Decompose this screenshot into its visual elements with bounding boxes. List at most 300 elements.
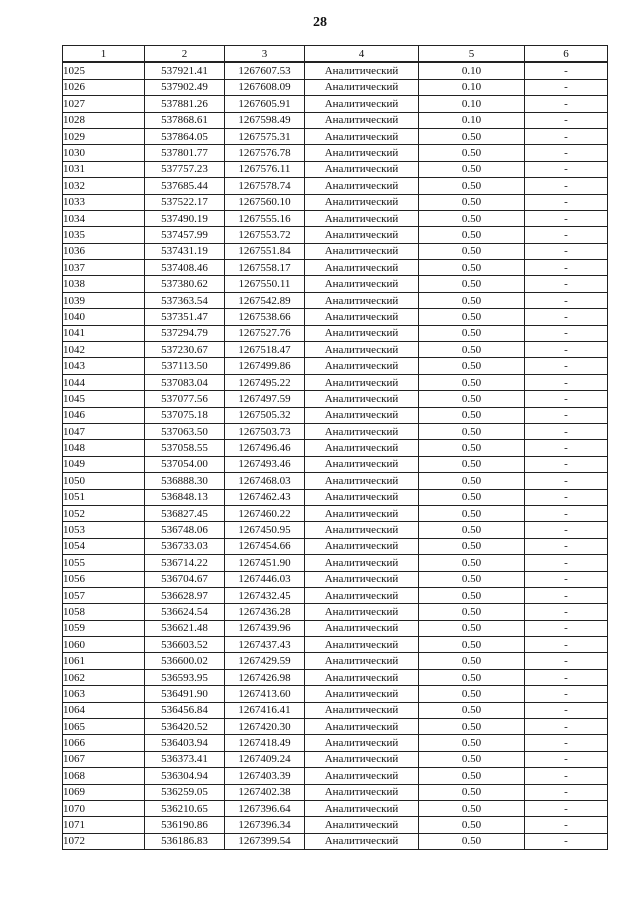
cell-x-coordinate: 536600.02 (145, 653, 225, 669)
cell-error: 0.50 (419, 358, 525, 374)
cell-method: Аналитический (305, 292, 419, 308)
cell-error: 0.50 (419, 292, 525, 308)
cell-point-number: 1031 (63, 161, 145, 177)
cell-error: 0.50 (419, 833, 525, 849)
cell-notes: - (525, 473, 608, 489)
cell-notes: - (525, 456, 608, 472)
cell-y-coordinate: 1267550.11 (225, 276, 305, 292)
cell-error: 0.50 (419, 243, 525, 259)
cell-point-number: 1063 (63, 686, 145, 702)
table-body (63, 62, 608, 849)
cell-point-number: 1026 (63, 79, 145, 95)
cell-method: Аналитический (305, 210, 419, 226)
cell-point-number: 1050 (63, 473, 145, 489)
cell-notes: - (525, 243, 608, 259)
coordinates-table (62, 45, 608, 850)
cell-error: 0.50 (419, 440, 525, 456)
table-row (63, 227, 608, 243)
cell-y-coordinate: 1267399.54 (225, 833, 305, 849)
cell-method: Аналитический (305, 669, 419, 685)
cell-point-number: 1048 (63, 440, 145, 456)
cell-x-coordinate: 537801.77 (145, 145, 225, 161)
cell-x-coordinate: 537075.18 (145, 407, 225, 423)
cell-x-coordinate: 537921.41 (145, 62, 225, 79)
cell-x-coordinate: 536888.30 (145, 473, 225, 489)
cell-method: Аналитический (305, 751, 419, 767)
cell-notes: - (525, 276, 608, 292)
cell-notes: - (525, 342, 608, 358)
cell-y-coordinate: 1267608.09 (225, 79, 305, 95)
cell-x-coordinate: 536714.22 (145, 555, 225, 571)
cell-method: Аналитический (305, 391, 419, 407)
cell-error: 0.50 (419, 538, 525, 554)
cell-notes: - (525, 79, 608, 95)
cell-y-coordinate: 1267499.86 (225, 358, 305, 374)
cell-notes: - (525, 522, 608, 538)
cell-method: Аналитический (305, 587, 419, 603)
cell-y-coordinate: 1267555.16 (225, 210, 305, 226)
cell-error: 0.50 (419, 342, 525, 358)
cell-notes: - (525, 423, 608, 439)
cell-notes: - (525, 391, 608, 407)
cell-method: Аналитический (305, 407, 419, 423)
cell-notes: - (525, 194, 608, 210)
cell-x-coordinate: 537083.04 (145, 374, 225, 390)
table-row (63, 669, 608, 685)
table-row (63, 309, 608, 325)
table-row (63, 210, 608, 226)
table-row (63, 719, 608, 735)
cell-error: 0.50 (419, 227, 525, 243)
cell-y-coordinate: 1267527.76 (225, 325, 305, 341)
cell-error: 0.10 (419, 96, 525, 112)
cell-x-coordinate: 536456.84 (145, 702, 225, 718)
cell-notes: - (525, 719, 608, 735)
cell-x-coordinate: 537077.56 (145, 391, 225, 407)
cell-point-number: 1060 (63, 637, 145, 653)
cell-error: 0.50 (419, 194, 525, 210)
cell-error: 0.50 (419, 128, 525, 144)
cell-error: 0.10 (419, 112, 525, 128)
cell-y-coordinate: 1267518.47 (225, 342, 305, 358)
cell-method: Аналитический (305, 522, 419, 538)
cell-y-coordinate: 1267575.31 (225, 128, 305, 144)
table-row (63, 784, 608, 800)
table-row (63, 243, 608, 259)
cell-x-coordinate: 537881.26 (145, 96, 225, 112)
column-header-y: 3 (225, 46, 305, 63)
cell-y-coordinate: 1267505.32 (225, 407, 305, 423)
cell-method: Аналитический (305, 620, 419, 636)
cell-y-coordinate: 1267396.64 (225, 800, 305, 816)
cell-y-coordinate: 1267446.03 (225, 571, 305, 587)
cell-point-number: 1052 (63, 505, 145, 521)
cell-error: 0.50 (419, 145, 525, 161)
cell-point-number: 1032 (63, 178, 145, 194)
cell-y-coordinate: 1267551.84 (225, 243, 305, 259)
cell-point-number: 1049 (63, 456, 145, 472)
cell-x-coordinate: 537363.54 (145, 292, 225, 308)
cell-notes: - (525, 735, 608, 751)
cell-notes: - (525, 620, 608, 636)
cell-error: 0.50 (419, 637, 525, 653)
cell-point-number: 1036 (63, 243, 145, 259)
cell-method: Аналитический (305, 194, 419, 210)
cell-error: 0.50 (419, 669, 525, 685)
cell-notes: - (525, 178, 608, 194)
table-row (63, 96, 608, 112)
cell-x-coordinate: 537058.55 (145, 440, 225, 456)
cell-notes: - (525, 374, 608, 390)
cell-error: 0.50 (419, 653, 525, 669)
cell-y-coordinate: 1267436.28 (225, 604, 305, 620)
cell-notes: - (525, 768, 608, 784)
cell-y-coordinate: 1267495.22 (225, 374, 305, 390)
cell-error: 0.50 (419, 276, 525, 292)
table-row (63, 620, 608, 636)
cell-method: Аналитический (305, 423, 419, 439)
table-row (63, 62, 608, 79)
cell-point-number: 1061 (63, 653, 145, 669)
table-row (63, 735, 608, 751)
cell-method: Аналитический (305, 161, 419, 177)
cell-notes: - (525, 210, 608, 226)
cell-y-coordinate: 1267493.46 (225, 456, 305, 472)
cell-point-number: 1028 (63, 112, 145, 128)
table-row (63, 751, 608, 767)
cell-point-number: 1056 (63, 571, 145, 587)
cell-y-coordinate: 1267409.24 (225, 751, 305, 767)
cell-error: 0.50 (419, 456, 525, 472)
cell-notes: - (525, 407, 608, 423)
cell-point-number: 1041 (63, 325, 145, 341)
table-row (63, 800, 608, 816)
column-header-error: 5 (419, 46, 525, 63)
cell-y-coordinate: 1267413.60 (225, 686, 305, 702)
cell-y-coordinate: 1267468.03 (225, 473, 305, 489)
cell-point-number: 1030 (63, 145, 145, 161)
cell-error: 0.10 (419, 62, 525, 79)
cell-notes: - (525, 571, 608, 587)
cell-notes: - (525, 325, 608, 341)
cell-error: 0.50 (419, 325, 525, 341)
cell-notes: - (525, 227, 608, 243)
table-row (63, 473, 608, 489)
cell-point-number: 1040 (63, 309, 145, 325)
cell-error: 0.50 (419, 751, 525, 767)
table-row (63, 145, 608, 161)
cell-y-coordinate: 1267576.78 (225, 145, 305, 161)
cell-y-coordinate: 1267454.66 (225, 538, 305, 554)
cell-y-coordinate: 1267418.49 (225, 735, 305, 751)
cell-y-coordinate: 1267451.90 (225, 555, 305, 571)
cell-x-coordinate: 536704.67 (145, 571, 225, 587)
cell-method: Аналитический (305, 358, 419, 374)
table-row (63, 79, 608, 95)
cell-point-number: 1038 (63, 276, 145, 292)
cell-x-coordinate: 536403.94 (145, 735, 225, 751)
cell-method: Аналитический (305, 276, 419, 292)
cell-x-coordinate: 536827.45 (145, 505, 225, 521)
cell-y-coordinate: 1267426.98 (225, 669, 305, 685)
cell-method: Аналитический (305, 817, 419, 833)
cell-method: Аналитический (305, 227, 419, 243)
table-row (63, 604, 608, 620)
cell-method: Аналитический (305, 128, 419, 144)
cell-method: Аналитический (305, 653, 419, 669)
cell-point-number: 1047 (63, 423, 145, 439)
table-row (63, 489, 608, 505)
table-row (63, 637, 608, 653)
cell-x-coordinate: 536733.03 (145, 538, 225, 554)
cell-method: Аналитический (305, 473, 419, 489)
cell-x-coordinate: 537431.19 (145, 243, 225, 259)
cell-point-number: 1064 (63, 702, 145, 718)
cell-error: 0.50 (419, 423, 525, 439)
cell-y-coordinate: 1267496.46 (225, 440, 305, 456)
cell-error: 0.50 (419, 505, 525, 521)
cell-method: Аналитический (305, 833, 419, 849)
cell-notes: - (525, 309, 608, 325)
table-row (63, 194, 608, 210)
cell-point-number: 1033 (63, 194, 145, 210)
table-row (63, 423, 608, 439)
cell-y-coordinate: 1267402.38 (225, 784, 305, 800)
table-row (63, 456, 608, 472)
cell-y-coordinate: 1267450.95 (225, 522, 305, 538)
cell-x-coordinate: 537868.61 (145, 112, 225, 128)
cell-method: Аналитический (305, 784, 419, 800)
table-row (63, 161, 608, 177)
cell-notes: - (525, 637, 608, 653)
cell-method: Аналитический (305, 325, 419, 341)
cell-point-number: 1029 (63, 128, 145, 144)
cell-x-coordinate: 537380.62 (145, 276, 225, 292)
table-row (63, 391, 608, 407)
table-row (63, 260, 608, 276)
cell-method: Аналитический (305, 768, 419, 784)
cell-notes: - (525, 145, 608, 161)
cell-point-number: 1054 (63, 538, 145, 554)
cell-point-number: 1042 (63, 342, 145, 358)
table-row (63, 178, 608, 194)
cell-y-coordinate: 1267598.49 (225, 112, 305, 128)
cell-point-number: 1046 (63, 407, 145, 423)
cell-notes: - (525, 817, 608, 833)
cell-method: Аналитический (305, 800, 419, 816)
cell-method: Аналитический (305, 374, 419, 390)
table-row (63, 112, 608, 128)
cell-y-coordinate: 1267497.59 (225, 391, 305, 407)
cell-notes: - (525, 800, 608, 816)
cell-point-number: 1062 (63, 669, 145, 685)
cell-x-coordinate: 536628.97 (145, 587, 225, 603)
cell-error: 0.10 (419, 79, 525, 95)
cell-y-coordinate: 1267553.72 (225, 227, 305, 243)
cell-y-coordinate: 1267503.73 (225, 423, 305, 439)
cell-error: 0.50 (419, 555, 525, 571)
cell-method: Аналитический (305, 342, 419, 358)
cell-error: 0.50 (419, 178, 525, 194)
cell-point-number: 1053 (63, 522, 145, 538)
cell-x-coordinate: 537522.17 (145, 194, 225, 210)
table-row (63, 833, 608, 849)
cell-y-coordinate: 1267607.53 (225, 62, 305, 79)
cell-method: Аналитический (305, 489, 419, 505)
cell-notes: - (525, 538, 608, 554)
table-row (63, 358, 608, 374)
cell-notes: - (525, 751, 608, 767)
cell-error: 0.50 (419, 571, 525, 587)
cell-y-coordinate: 1267429.59 (225, 653, 305, 669)
cell-error: 0.50 (419, 784, 525, 800)
column-header-notes: 6 (525, 46, 608, 63)
cell-point-number: 1035 (63, 227, 145, 243)
cell-point-number: 1072 (63, 833, 145, 849)
table-row (63, 686, 608, 702)
cell-notes: - (525, 161, 608, 177)
table-row (63, 587, 608, 603)
cell-x-coordinate: 536491.90 (145, 686, 225, 702)
cell-x-coordinate: 537230.67 (145, 342, 225, 358)
cell-notes: - (525, 128, 608, 144)
table-row (63, 276, 608, 292)
cell-notes: - (525, 669, 608, 685)
cell-point-number: 1043 (63, 358, 145, 374)
cell-y-coordinate: 1267462.43 (225, 489, 305, 505)
cell-x-coordinate: 537757.23 (145, 161, 225, 177)
cell-notes: - (525, 784, 608, 800)
cell-error: 0.50 (419, 587, 525, 603)
cell-notes: - (525, 440, 608, 456)
cell-notes: - (525, 604, 608, 620)
cell-x-coordinate: 536186.83 (145, 833, 225, 849)
cell-error: 0.50 (419, 407, 525, 423)
table-row (63, 292, 608, 308)
cell-method: Аналитический (305, 686, 419, 702)
cell-point-number: 1069 (63, 784, 145, 800)
cell-error: 0.50 (419, 210, 525, 226)
cell-x-coordinate: 536621.48 (145, 620, 225, 636)
cell-y-coordinate: 1267439.96 (225, 620, 305, 636)
page-number: 28 (313, 15, 327, 30)
table-row (63, 407, 608, 423)
cell-notes: - (525, 653, 608, 669)
cell-y-coordinate: 1267460.22 (225, 505, 305, 521)
cell-notes: - (525, 358, 608, 374)
cell-error: 0.50 (419, 817, 525, 833)
cell-notes: - (525, 260, 608, 276)
cell-method: Аналитический (305, 637, 419, 653)
cell-notes: - (525, 505, 608, 521)
cell-error: 0.50 (419, 800, 525, 816)
cell-x-coordinate: 537864.05 (145, 128, 225, 144)
cell-x-coordinate: 536420.52 (145, 719, 225, 735)
cell-method: Аналитический (305, 571, 419, 587)
table-row (63, 571, 608, 587)
cell-x-coordinate: 536624.54 (145, 604, 225, 620)
table-row (63, 555, 608, 571)
cell-point-number: 1068 (63, 768, 145, 784)
cell-y-coordinate: 1267605.91 (225, 96, 305, 112)
cell-x-coordinate: 536593.95 (145, 669, 225, 685)
cell-x-coordinate: 537054.00 (145, 456, 225, 472)
column-header-x: 2 (145, 46, 225, 63)
cell-x-coordinate: 536259.05 (145, 784, 225, 800)
cell-point-number: 1055 (63, 555, 145, 571)
cell-y-coordinate: 1267437.43 (225, 637, 305, 653)
cell-y-coordinate: 1267432.45 (225, 587, 305, 603)
cell-point-number: 1059 (63, 620, 145, 636)
table-row (63, 768, 608, 784)
cell-x-coordinate: 536190.86 (145, 817, 225, 833)
cell-x-coordinate: 536373.41 (145, 751, 225, 767)
cell-method: Аналитический (305, 145, 419, 161)
cell-x-coordinate: 536304.94 (145, 768, 225, 784)
column-header-method: 4 (305, 46, 419, 63)
cell-y-coordinate: 1267416.41 (225, 702, 305, 718)
cell-method: Аналитический (305, 456, 419, 472)
cell-error: 0.50 (419, 604, 525, 620)
cell-notes: - (525, 833, 608, 849)
table-row (63, 522, 608, 538)
cell-x-coordinate: 537063.50 (145, 423, 225, 439)
cell-method: Аналитический (305, 79, 419, 95)
cell-method: Аналитический (305, 178, 419, 194)
cell-error: 0.50 (419, 260, 525, 276)
cell-error: 0.50 (419, 768, 525, 784)
cell-method: Аналитический (305, 735, 419, 751)
table-row (63, 653, 608, 669)
cell-error: 0.50 (419, 161, 525, 177)
cell-x-coordinate: 536210.65 (145, 800, 225, 816)
cell-method: Аналитический (305, 112, 419, 128)
cell-x-coordinate: 537685.44 (145, 178, 225, 194)
cell-x-coordinate: 537113.50 (145, 358, 225, 374)
cell-y-coordinate: 1267396.34 (225, 817, 305, 833)
cell-method: Аналитический (305, 505, 419, 521)
cell-point-number: 1066 (63, 735, 145, 751)
cell-y-coordinate: 1267560.10 (225, 194, 305, 210)
cell-point-number: 1037 (63, 260, 145, 276)
cell-point-number: 1045 (63, 391, 145, 407)
cell-point-number: 1025 (63, 62, 145, 79)
cell-error: 0.50 (419, 735, 525, 751)
cell-point-number: 1065 (63, 719, 145, 735)
cell-error: 0.50 (419, 473, 525, 489)
cell-error: 0.50 (419, 391, 525, 407)
cell-error: 0.50 (419, 374, 525, 390)
cell-notes: - (525, 292, 608, 308)
cell-y-coordinate: 1267403.39 (225, 768, 305, 784)
cell-method: Аналитический (305, 309, 419, 325)
cell-method: Аналитический (305, 702, 419, 718)
table-row (63, 702, 608, 718)
cell-point-number: 1051 (63, 489, 145, 505)
cell-notes: - (525, 587, 608, 603)
cell-point-number: 1034 (63, 210, 145, 226)
cell-x-coordinate: 537408.46 (145, 260, 225, 276)
cell-point-number: 1071 (63, 817, 145, 833)
table-row (63, 440, 608, 456)
cell-x-coordinate: 536603.52 (145, 637, 225, 653)
cell-method: Аналитический (305, 243, 419, 259)
table-row (63, 538, 608, 554)
cell-y-coordinate: 1267576.11 (225, 161, 305, 177)
cell-point-number: 1070 (63, 800, 145, 816)
cell-error: 0.50 (419, 686, 525, 702)
cell-method: Аналитический (305, 719, 419, 735)
